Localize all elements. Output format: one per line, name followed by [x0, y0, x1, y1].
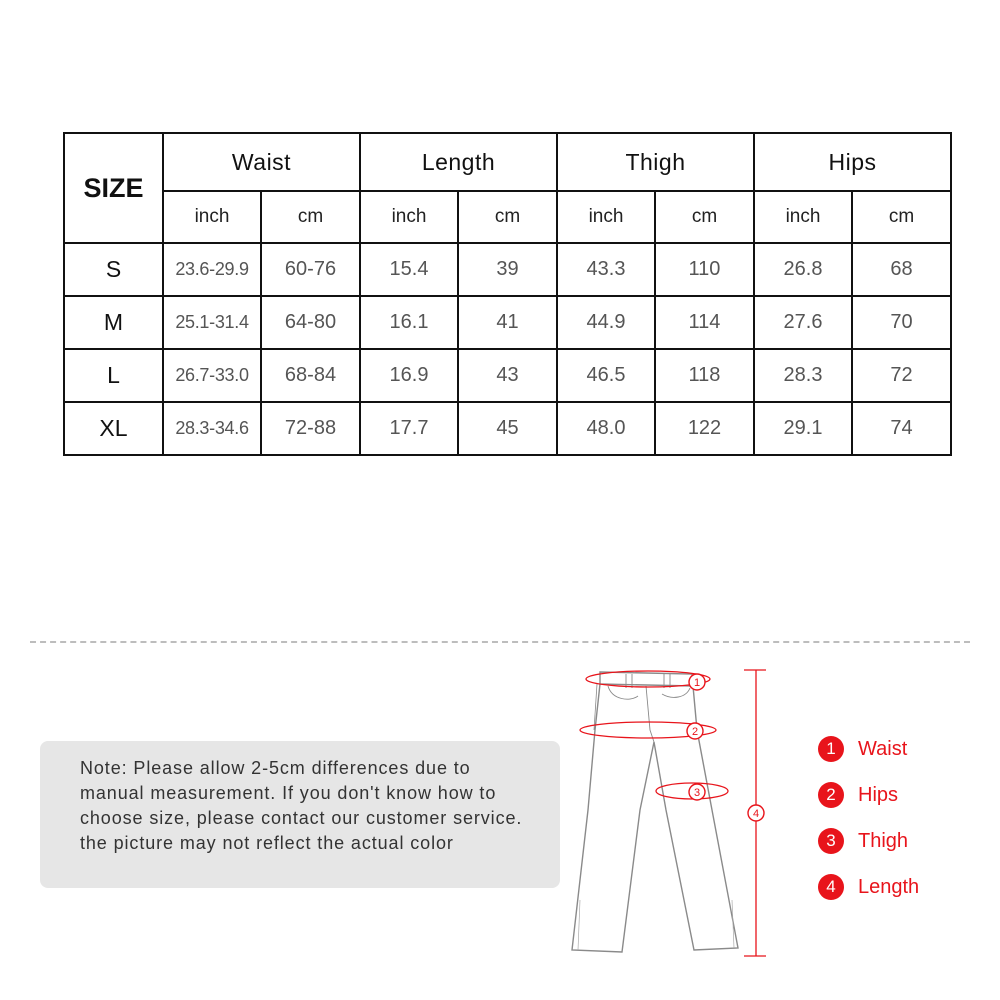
row-size-label: S — [64, 243, 163, 296]
legend-item-waist — [818, 737, 919, 761]
svg-text:3: 3 — [693, 787, 701, 799]
size-chart-table — [63, 132, 952, 456]
svg-text:1: 1 — [693, 677, 701, 689]
table-cell: 16.1 — [360, 296, 458, 349]
legend-number: 4 — [818, 874, 844, 900]
unit-header: cm — [852, 191, 951, 243]
table-cell: 68 — [852, 243, 951, 296]
header-length: Length — [360, 133, 557, 191]
table-cell: 15.4 — [360, 243, 458, 296]
unit-header: inch — [360, 191, 458, 243]
table-cell: 39 — [458, 243, 557, 296]
measurement-legend — [818, 737, 919, 921]
header-hips: Hips — [754, 133, 951, 191]
header-waist: Waist — [163, 133, 360, 191]
dashed-divider — [30, 641, 970, 643]
table-row — [64, 349, 951, 402]
table-cell: 72-88 — [261, 402, 360, 455]
table-cell: 48.0 — [557, 402, 655, 455]
row-size-label: M — [64, 296, 163, 349]
note-text: Note: Please allow 2-5cm differences due to manual measurement. If you don't know how to choose size, please contact our customer service. the picture may not reflect the actual color — [80, 758, 523, 853]
marker-3 — [689, 784, 705, 800]
table-cell: 72 — [852, 349, 951, 402]
marker-1 — [689, 674, 705, 690]
table-cell: 26.8 — [754, 243, 852, 296]
legend-item-thigh — [818, 829, 919, 853]
table-cell: 28.3-34.6 — [163, 402, 261, 455]
unit-header: inch — [754, 191, 852, 243]
header-thigh: Thigh — [557, 133, 754, 191]
table-cell: 43 — [458, 349, 557, 402]
legend-label: Length — [858, 875, 920, 898]
table-cell: 118 — [655, 349, 754, 402]
svg-text:2: 2 — [691, 726, 699, 738]
table-cell: 29.1 — [754, 402, 852, 455]
pants-measurement-diagram — [560, 660, 780, 960]
row-size-label: L — [64, 349, 163, 402]
unit-header: cm — [458, 191, 557, 243]
unit-header: cm — [655, 191, 754, 243]
table-cell: 110 — [655, 243, 754, 296]
table-cell: 43.3 — [557, 243, 655, 296]
table-cell: 44.9 — [557, 296, 655, 349]
row-size-label: XL — [64, 402, 163, 455]
table-cell: 16.9 — [360, 349, 458, 402]
legend-item-hips — [818, 783, 919, 807]
unit-header: inch — [557, 191, 655, 243]
table-cell: 46.5 — [557, 349, 655, 402]
table-cell: 68-84 — [261, 349, 360, 402]
table-cell: 60-76 — [261, 243, 360, 296]
table-cell: 41 — [458, 296, 557, 349]
table-row — [64, 243, 951, 296]
table-cell: 70 — [852, 296, 951, 349]
unit-header: inch — [163, 191, 261, 243]
note-box — [40, 741, 560, 888]
table-cell: 27.6 — [754, 296, 852, 349]
table-cell: 23.6-29.9 — [163, 243, 261, 296]
table-cell: 26.7-33.0 — [163, 349, 261, 402]
table-row — [64, 296, 951, 349]
legend-label: Waist — [858, 737, 908, 760]
marker-4 — [748, 805, 764, 821]
svg-text:4: 4 — [752, 808, 760, 820]
table-cell: 17.7 — [360, 402, 458, 455]
table-cell: 64-80 — [261, 296, 360, 349]
marker-2 — [687, 723, 703, 739]
legend-number: 3 — [818, 828, 844, 854]
pants-outline-icon — [572, 672, 738, 952]
table-row — [64, 402, 951, 455]
unit-header: cm — [261, 191, 360, 243]
legend-label: Thigh — [858, 829, 909, 852]
legend-number: 1 — [818, 736, 844, 762]
legend-label: Hips — [858, 783, 899, 806]
table-cell: 28.3 — [754, 349, 852, 402]
table-cell: 74 — [852, 402, 951, 455]
table-cell: 45 — [458, 402, 557, 455]
legend-number: 2 — [818, 782, 844, 808]
table-cell: 114 — [655, 296, 754, 349]
size-header: SIZE — [64, 133, 163, 243]
table-cell: 25.1-31.4 — [163, 296, 261, 349]
table-cell: 122 — [655, 402, 754, 455]
legend-item-length — [818, 875, 919, 899]
